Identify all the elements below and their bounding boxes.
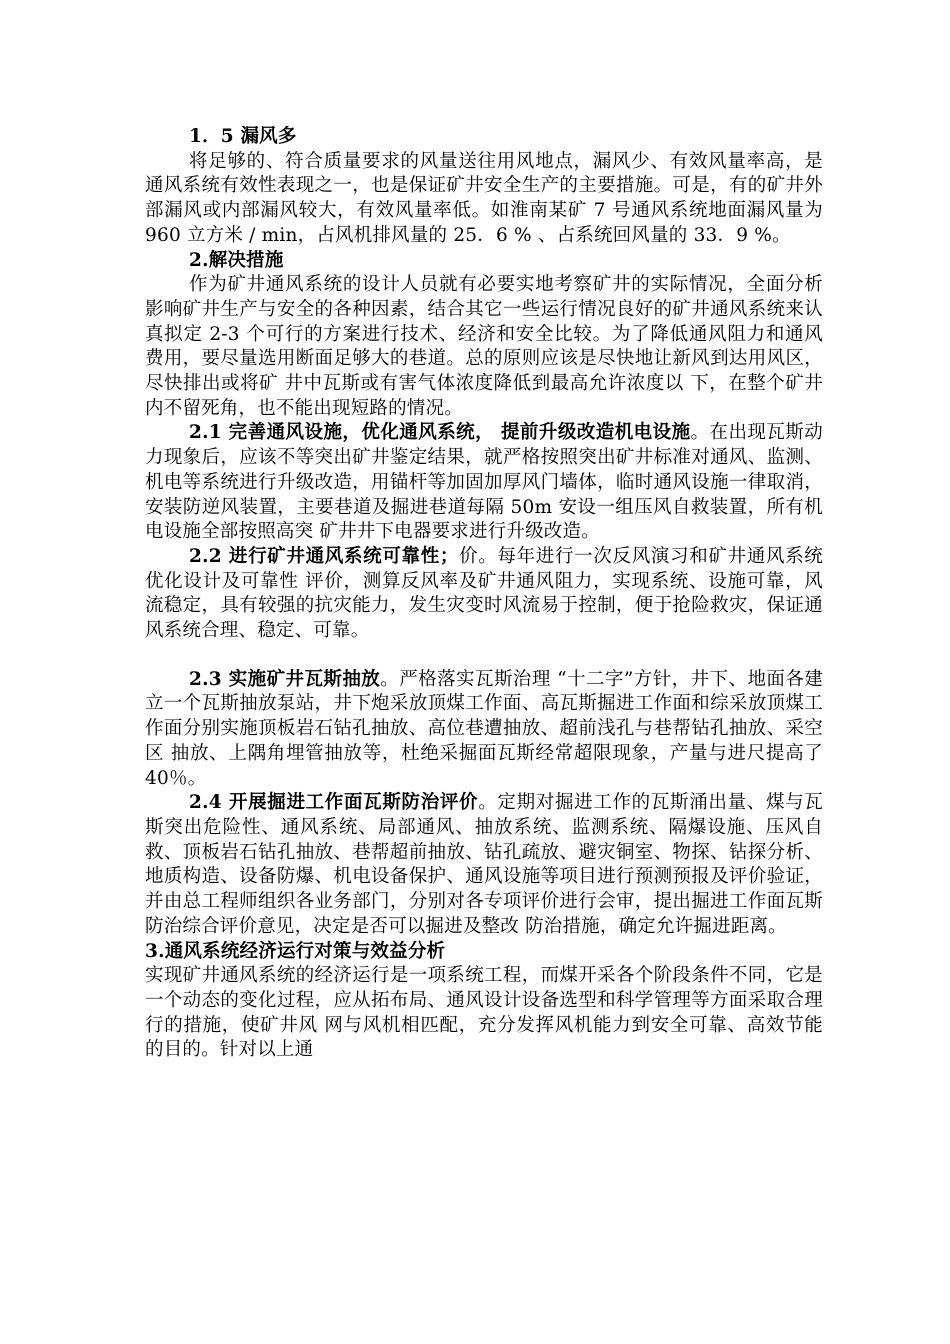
paragraph-2-3-text: 。严格落实瓦斯治理 “十二字”方针，井下、地面各建立一个瓦斯抽放泵站，井下炮采放顶煤工作面、高瓦斯掘进工作面和综采放顶煤工作面分别实施顶板岩石钻孔抽放、高位巷遭抽放、超前浅孔与巷帮钻孔抽放、采空区 抽放、上隅角埋管抽放等，杜绝采掘面瓦斯经常超限现象，产量与进尺提高了40％。 [145, 668, 823, 789]
subheading-2-2: 2.2 进行矿井通风系统可靠性； [189, 545, 459, 567]
paragraph-2-1-text: 。在出现瓦斯动力现象后，应该不等突出矿井鉴定结果，就严格按照突出矿井标准对通风、监测、机电等系统进行升级改造，用锚杆等加固加厚风门墙体，临时通风设施一律取消，安装防逆风装置，主要巷道及掘进巷道每隔 50m 安设一组压风自救装置，所有机电设施全部按照高突 矿井井下电器要求进行升级改造。 [145, 422, 823, 543]
subheading-2-1: 2.1 完善通风设施，优化通风系统， 提前升级改造机电设施 [189, 422, 691, 444]
paragraph-air-leakage: 将足够的、符合质量要求的风量送往用风地点，漏风少、有效风量率高，是通风系统有效性表现之一，也是保证矿井安全生产的主要措施。可是，有的矿井外部漏风或内部漏风较大，有效风量率低。如淮南某矿 7 号通风系统地面漏风量为 960 立方米 / min，占风机排风量的 25．6 % 、占系统回风量的 33．9 %。 [145, 150, 823, 246]
paragraph-2-4 [145, 791, 823, 939]
paragraph-solutions: 作为矿井通风系统的设计人员就有必要实地考察矿井的实际情况，全面分析影响矿井生产与安全的各种因素，结合其它一些运行情况良好的矿井通风系统来认真拟定 2-3 个可行的方案进行技术、经济和安全比较。为了降低通风阻力和通风费用，要尽量选用断面足够大的巷道。总的原则应该是尽快地让新风到达用风区，尽快排出或将矿 井中瓦斯或有害气体浓度降低到最高允许浓度以 下，在整个矿井内不留死角，也不能出现短路的情况。 [145, 274, 823, 419]
subheading-2-4: 2.4 开展掘进工作面瓦斯防治评价 [189, 792, 479, 814]
section-heading-1-5: 1．5 漏风多 [189, 126, 297, 147]
document-body [145, 125, 823, 1063]
subheading-2-3: 2.3 实施矿井瓦斯抽放 [189, 668, 381, 690]
paragraph-2-3 [145, 668, 823, 792]
paragraph-2-4-text: 。定期对掘进工作的瓦斯涌出量、煤与瓦斯突出危险性、通风系统、局部通风、抽放系统、监测系统、隔爆设施、压风自救、顶板岩石钻孔抽放、巷帮超前抽放、钻孔疏放、避灾铜室、物探、钻探分析、地质构造、设备防爆、机电设备保护、通风设施等项目进行预测预报及评价验证，并由总工程师组织各业务部门，分别对各专项评价进行会审，提出掘进工作面瓦斯防治综合评价意见，决定是否可以掘进及整改 防治措施，确定允许掘进距离。 [145, 792, 824, 937]
section-heading-3: 3.通风系统经济运行对策与效益分析 [145, 940, 446, 962]
paragraph-2-2-text: 价。每年进行一次反风演习和矿井通风系统优化设计及可靠性 评价，测算反风率及矿井通风阻力，实现系统、设施可靠，风流稳定，具有较强的抗灾能力，发生灾变时风流易于控制，便于抢险救灾，保证通风系统合理、稳定、可靠。 [145, 545, 824, 642]
blank-line [145, 644, 823, 668]
paragraph-2-1 [145, 421, 823, 545]
paragraph-2-2 [145, 545, 823, 644]
paragraph-economic-operation: 实现矿井通风系统的经济运行是一项系统工程，而煤开采各个阶段条件不同，它是一个动态的变化过程，应从拓布局、通风设计设备选型和科学管理等方面采取合理行的措施，使矿井风 网与风机相匹配，充分发挥风机能力到安全可靠、高效节能的目的。针对以上通 [145, 965, 823, 1061]
section-heading-2: 2.解决措施 [189, 249, 284, 271]
